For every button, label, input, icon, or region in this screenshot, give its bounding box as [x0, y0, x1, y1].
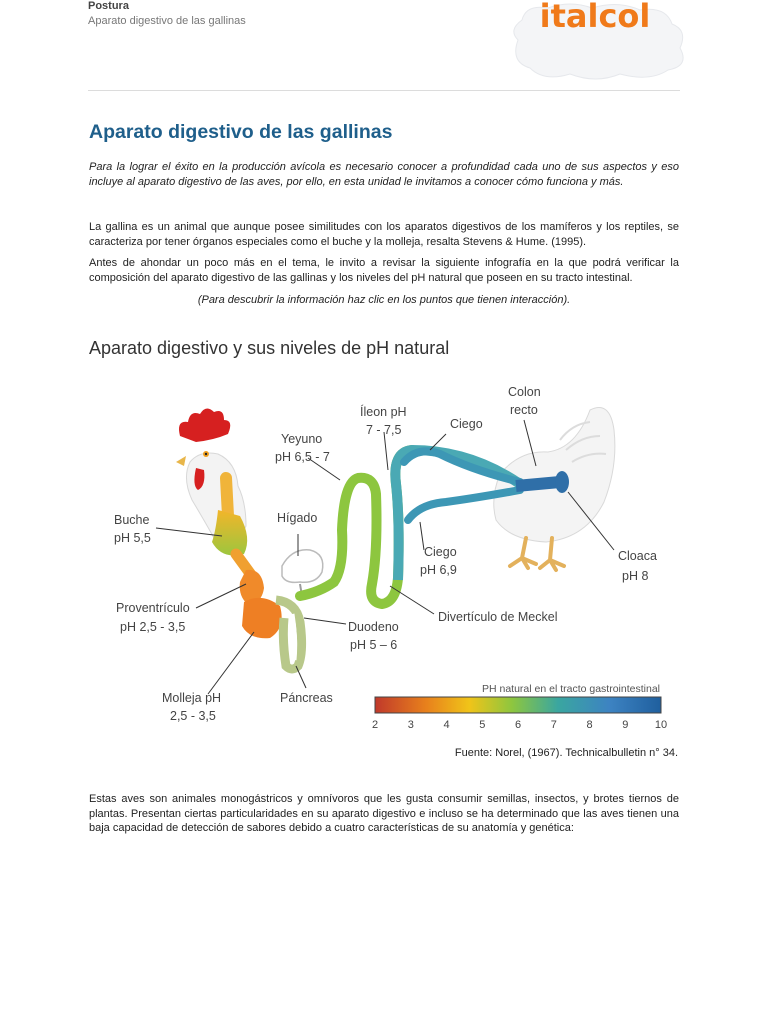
label-buche-ph: pH 5,5 — [114, 531, 151, 545]
liver-organ — [282, 550, 323, 583]
label-pancreas: Páncreas — [280, 691, 333, 705]
label-prov-ph: pH 2,5 - 3,5 — [120, 620, 186, 634]
interaction-note: (Para descubrir la información haz clic en los puntos que tienen interacción). — [197, 294, 571, 306]
source-citation: Fuente: Norel, (1967). Technicalbulletin n° 34. — [454, 747, 678, 759]
ph-tick-5: 5 — [479, 719, 486, 731]
label-duodeno-name: Duodeno — [348, 620, 399, 634]
paragraph-similarities: La gallina es un animal que aunque posee similitudes con los aparatos digestivos de los mamíferos y los reptiles, se caracteriza por tener órganos especiales como el buche y la molleja, resalta Stevens & Hume. (1995). — [89, 221, 679, 248]
header-subtitle: Aparato digestivo de las gallinas — [88, 15, 246, 27]
ph-scale-title: PH natural en el tracto gastrointestinal — [481, 683, 660, 695]
label-yeyuno-name: Yeyuno — [281, 432, 323, 446]
label-molleja-name: Molleja pH — [162, 691, 222, 705]
ph-tick-4: 4 — [443, 719, 450, 731]
label-molleja-ph: 2,5 - 3,5 — [170, 709, 216, 723]
colon-organ — [516, 482, 560, 486]
ph-tick-8: 8 — [586, 719, 593, 731]
italcol-logo — [500, 0, 690, 84]
label-duodeno-ph: pH 5 – 6 — [350, 638, 398, 652]
label-higado: Hígado — [277, 511, 318, 525]
label-cloaca-ph: pH 8 — [622, 569, 649, 583]
label-ciego-name: Ciego — [424, 545, 457, 559]
logo-text: italcol — [539, 0, 651, 35]
paragraph-infographic-invite: Antes de ahondar un poco más en el tema, le invito a revisar la siguiente infografía en la que podrá verificar la composición del aparato digestivo de las gallinas y los niveles del pH natural que poseen en su tracto intestinal. — [89, 257, 679, 284]
label-colon-line2: recto — [510, 403, 538, 417]
label-meckel: Divertículo de Meckel — [438, 610, 558, 624]
ph-tick-7: 7 — [550, 719, 557, 731]
section-title: Aparato digestivo y sus niveles de pH natural — [89, 338, 450, 358]
ph-tick-10: 10 — [654, 719, 668, 731]
label-yeyuno-ph: pH 6,5 - 7 — [275, 450, 330, 464]
label-ciego-top: Ciego — [450, 417, 483, 431]
label-cloaca-name: Cloaca — [618, 549, 657, 563]
cloaca-organ — [555, 471, 569, 493]
label-prov-name: Proventrículo — [116, 601, 190, 615]
ph-tick-9: 9 — [622, 719, 629, 731]
label-ileon-ph: 7 - 7,5 — [366, 423, 402, 437]
label-buche-name: Buche — [114, 513, 150, 527]
label-ciego-ph: pH 6,9 — [420, 563, 457, 577]
digestive-infographic — [0, 370, 768, 740]
ph-scale — [372, 683, 667, 731]
ph-tick-2: 2 — [371, 719, 379, 731]
header-section-label: Postura — [88, 0, 129, 12]
header-divider — [88, 90, 680, 91]
ph-scale-bar — [375, 697, 661, 713]
paragraph-monogastric: Estas aves son animales monogástricos y omnívoros que les gusta consumir semillas, insectos, y brotes tiernos de plantas. Presentan ciertas particularidades en su aparato digestivo e incluso se ha determinado que las aves tienen una baja capacidad de detección de sabores debido a cuatro características de su anatomía y genética: — [89, 793, 679, 834]
pancreas-organ — [292, 614, 295, 660]
ph-tick-6: 6 — [514, 719, 522, 731]
digestive-tract-illustration — [212, 450, 569, 669]
label-ileon-name: Íleon pH — [360, 405, 407, 419]
label-colon-line1: Colon — [508, 385, 541, 399]
page-title: Aparato digestivo de las gallinas — [89, 121, 393, 143]
ph-tick-3: 3 — [407, 719, 414, 731]
intro-paragraph: Para la lograr el éxito en la producción avícola es necesario conocer a profundidad cada uno de sus aspectos y eso incluye al aparato digestivo de las aves, por ello, en esta unidad le invitamos a conocer cómo funciona y más. — [89, 161, 679, 188]
